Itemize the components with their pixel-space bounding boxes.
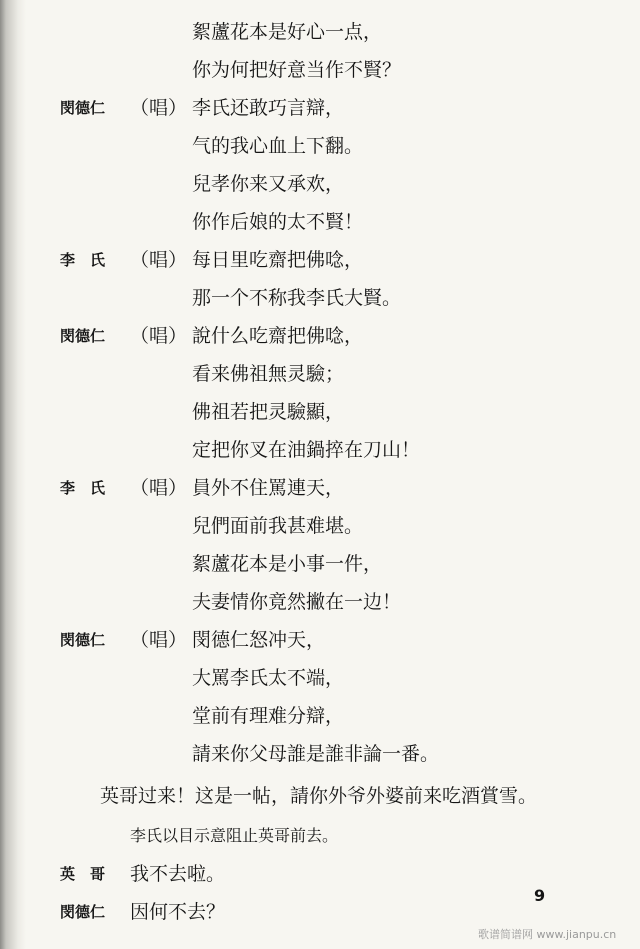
speaker-name: 李 氏 xyxy=(60,251,106,269)
speaker-name: 閔德仁 xyxy=(60,631,106,649)
speaker-name: 閔德仁 xyxy=(60,903,106,921)
verse-line: 絮蘆花本是小事一件， xyxy=(192,553,383,575)
verse-line: 大罵李氏太不端， xyxy=(192,667,345,689)
spoken-line: 英哥过来！这是一帖，請你外爷外婆前来吃酒賞雪。 xyxy=(100,785,538,807)
verse-line: 看来佛祖無灵驗； xyxy=(192,363,345,385)
verse-line: 定把你叉在油鍋捽在刀山！ xyxy=(192,439,421,461)
verse-line: 你作后娘的太不賢！ xyxy=(192,211,364,233)
verse-line: 气的我心血上下翻。 xyxy=(192,135,364,157)
verse-line: 絮蘆花本是好心一点， xyxy=(192,21,383,43)
verse-line: 那一个不称我李氏大賢。 xyxy=(192,287,402,309)
verse-line: 說什么吃齋把佛唸， xyxy=(192,325,364,347)
verse-line: 員外不住罵連天， xyxy=(192,477,345,499)
speaker-name: 英 哥 xyxy=(60,865,106,883)
verse-line: 夫妻情你竟然撇在一边！ xyxy=(192,591,402,613)
verse-line: 你为何把好意当作不賢？ xyxy=(192,59,402,81)
verse-line: 兒們面前我甚难堪。 xyxy=(192,515,364,537)
watermark-text: 歌谱简谱网 www.jianpu.cn xyxy=(478,928,617,941)
verse-line: 請来你父母誰是誰非論一番。 xyxy=(192,743,440,765)
stage-cue-sing: （唱） xyxy=(130,477,188,499)
stage-direction: 李氏以目示意阻止英哥前去。 xyxy=(130,826,339,845)
verse-line: 每日里吃齋把佛唸， xyxy=(192,249,364,271)
verse-line: 李氏还敢巧言辯， xyxy=(192,97,345,119)
verse-line: 堂前有理难分辯， xyxy=(192,705,345,727)
speaker-name: 李 氏 xyxy=(60,479,106,497)
stage-cue-sing: （唱） xyxy=(130,97,188,119)
verse-line: 佛祖若把灵驗顯， xyxy=(192,401,345,423)
speaker-name: 閔德仁 xyxy=(60,327,106,345)
speaker-name: 閔德仁 xyxy=(60,99,106,117)
stage-cue-sing: （唱） xyxy=(130,249,188,271)
stage-cue-sing: （唱） xyxy=(130,629,188,651)
spoken-line: 因何不去？ xyxy=(130,901,226,923)
spoken-line: 我不去啦。 xyxy=(130,863,226,885)
verse-line: 閔德仁怒冲天， xyxy=(192,629,326,651)
stage-cue-sing: （唱） xyxy=(130,325,188,347)
verse-line: 兒孝你来又承欢， xyxy=(192,173,345,195)
page-number: 9 xyxy=(534,886,546,905)
